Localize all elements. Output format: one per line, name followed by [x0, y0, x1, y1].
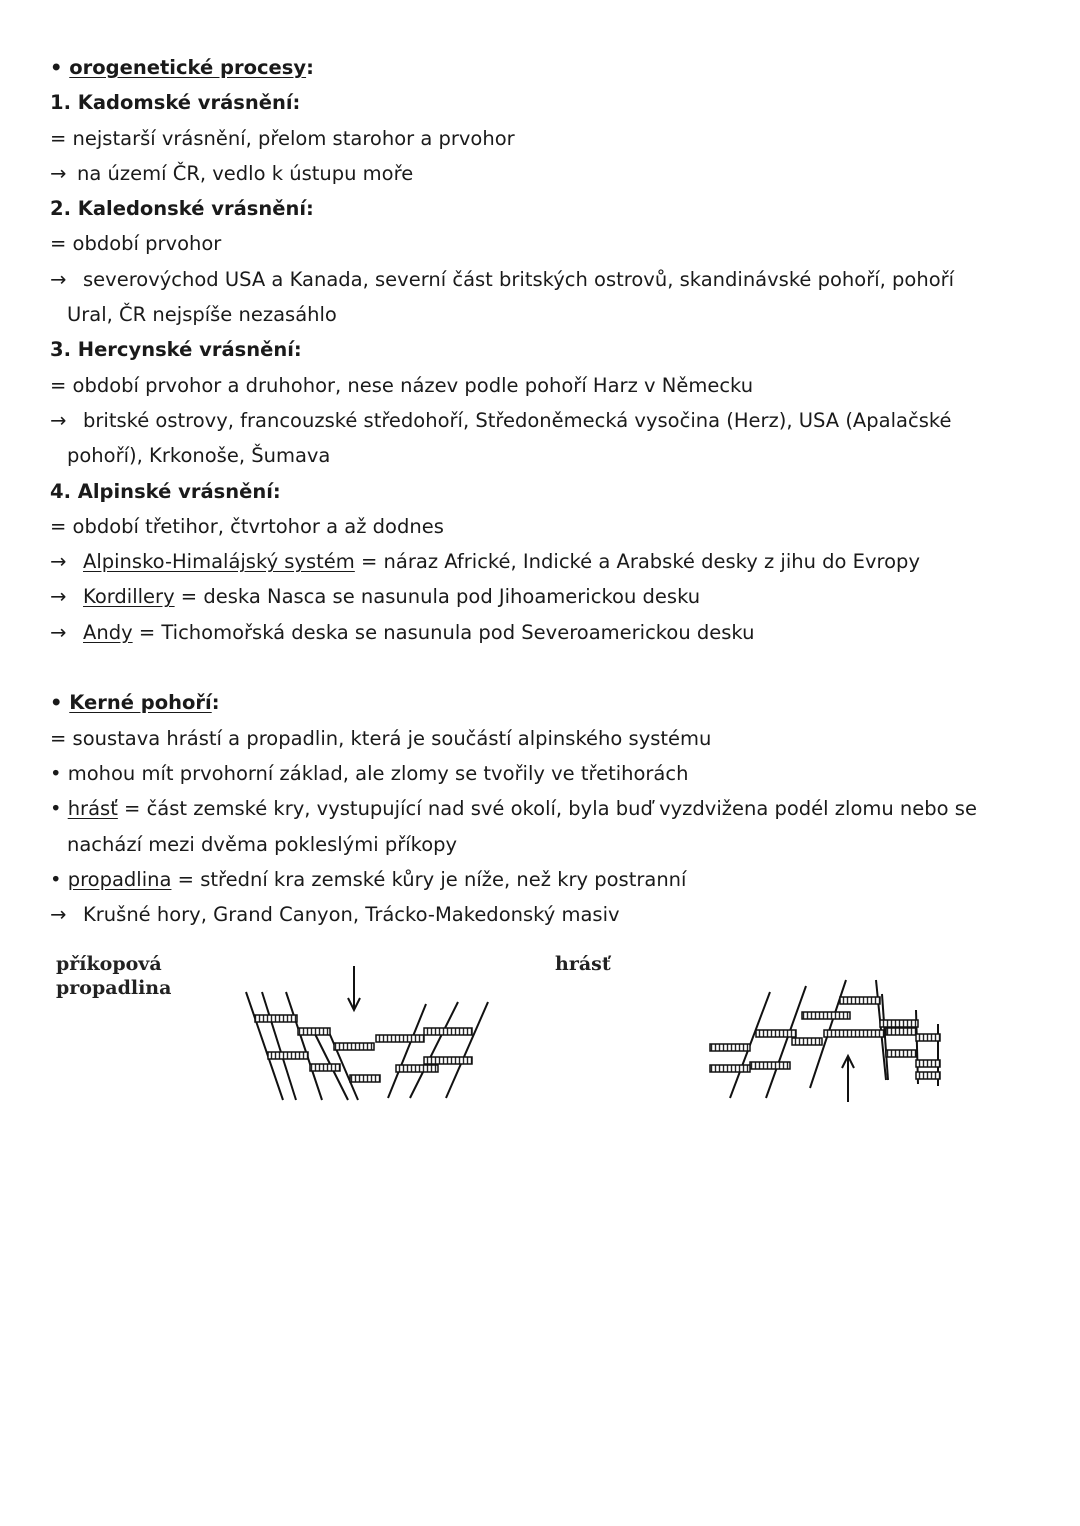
alpinske-item: → Andy = Tichomořská deska se nasunula pod Severoamerickou desku: [50, 615, 1010, 650]
section-heading-orogen: • orogenetické procesy:: [50, 56, 314, 79]
arrow-icon: →: [50, 550, 67, 574]
arrow-icon: →: [50, 161, 67, 185]
kaledonske-title: 2. Kaledonské vrásnění:: [50, 197, 314, 221]
alpinske-item: → Kordillery = deska Nasca se nasunula pod Jihoamerickou desku: [50, 579, 1010, 614]
label-hrast: hrásť: [555, 953, 611, 975]
kerne-bullet: • mohou mít prvohorní základ, ale zlomy se tvořily ve třetihorách: [50, 761, 689, 785]
arrow-icon: →: [50, 267, 67, 291]
fault-diagram-drawing: [50, 940, 1025, 1110]
kaledonske-note: → severovýchod USA a Kanada, severní část britských ostrovů, skandinávské pohoří, pohoří: [50, 262, 1010, 297]
arrow-icon: →: [50, 585, 67, 609]
kaledonske-def: = období prvohor: [50, 232, 222, 256]
arrow-icon: →: [50, 903, 67, 927]
alpinske-title: 4. Alpinské vrásnění:: [50, 479, 281, 503]
propadlina-def: • propadlina = střední kra zemské kůry je níže, než kry postranní: [50, 867, 687, 891]
fault-block-diagram: [50, 940, 1025, 1110]
kadomske-title: 1. Kadomské vrásnění:: [50, 91, 301, 115]
notes-page: [50, 50, 1010, 932]
section-heading-kerne: • Kerné pohoří:: [50, 691, 220, 715]
kadomske-note: → na území ČR, vedlo k ústupu moře: [50, 156, 1010, 191]
hrast-def-cont: nachází mezi dvěma pokleslými příkopy: [67, 832, 458, 856]
alpinske-def: = období třetihor, čtvrtohor a až dodnes: [50, 514, 444, 538]
hrast-def: • hrásť = část zemské kry, vystupující nad své okolí, byla buď vyzdvižena podél zlomu nebo se: [50, 797, 977, 821]
alpinske-item: → Alpinsko-Himalájský systém = náraz Africké, Indické a Arabské desky z jihu do Evropy: [50, 544, 1010, 579]
label-prikopova-propadlina: příkopová propadlina: [56, 953, 172, 999]
kerne-examples: → Krušné hory, Grand Canyon, Trácko-Makedonský masiv: [50, 897, 1010, 932]
spacer: [50, 650, 1010, 685]
kadomske-def: = nejstarší vrásnění, přelom starohor a prvohor: [50, 126, 515, 150]
kerne-def: = soustava hrástí a propadlin, která je součástí alpinského systému: [50, 726, 712, 750]
horst-layers: [710, 997, 940, 1079]
arrow-icon: →: [50, 620, 67, 644]
kaledonske-note-cont: Ural, ČR nejspíše nezasáhlo: [67, 303, 337, 327]
hercynske-title: 3. Hercynské vrásnění:: [50, 338, 302, 362]
hercynske-note-cont: pohoří), Krkonoše, Šumava: [67, 444, 331, 468]
horst-drawing: [730, 980, 938, 1102]
arrow-icon: →: [50, 408, 67, 432]
hercynske-note: → britské ostrovy, francouzské středohoří, Středoněmecká vysočina (Herz), USA (Apalačské: [50, 403, 1010, 438]
hercynske-def: = období prvohor a druhohor, nese název podle pohoří Harz v Německu: [50, 373, 754, 397]
